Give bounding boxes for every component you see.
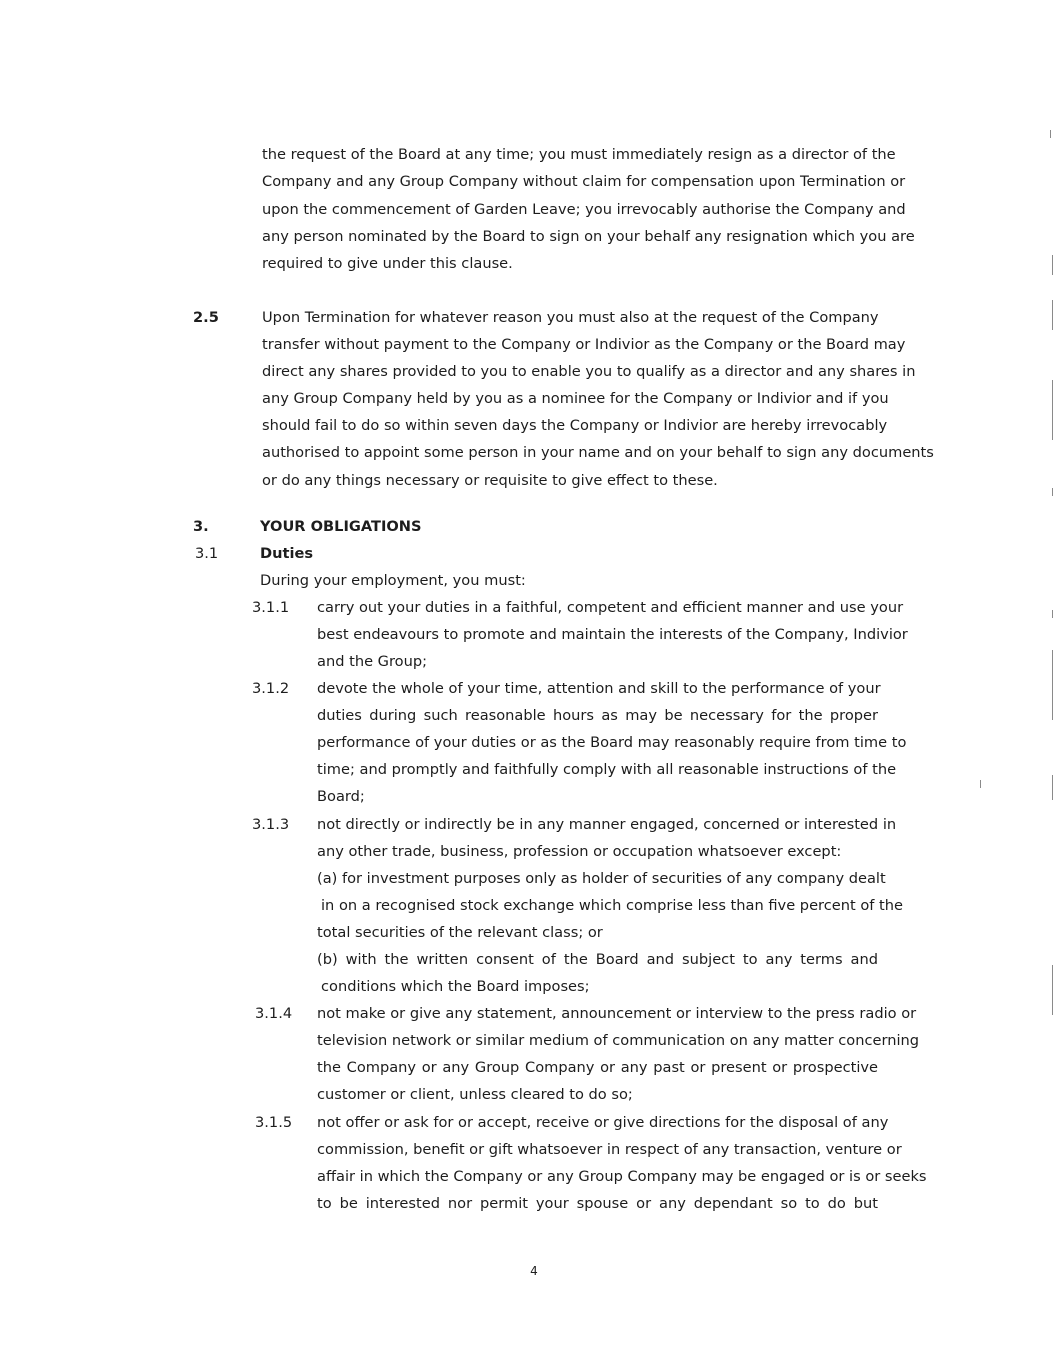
paragraph-line: affair in which the Company or any Group Company may be engaged or is or seeks <box>317 1168 927 1185</box>
paragraph-line: not directly or indirectly be in any manner engaged, concerned or interested in <box>317 816 897 833</box>
scan-artifact <box>1052 300 1053 330</box>
paragraph-line: to be interested nor permit your spouse or any dependant so to do but <box>317 1195 878 1212</box>
paragraph-line: transfer without payment to the Company or Indivior as the Company or the Board may <box>262 336 906 353</box>
paragraph-line: the Company or any Group Company or any past or present or prospective <box>317 1059 878 1076</box>
paragraph-line: any person nominated by the Board to sign on your behalf any resignation which you are <box>262 228 915 245</box>
scan-artifact <box>1052 650 1053 720</box>
paragraph-line: authorised to appoint some person in your name and on your behalf to sign any documents <box>262 444 934 461</box>
paragraph-line: not offer or ask for or accept, receive or give directions for the disposal of any <box>317 1114 889 1131</box>
scan-artifact <box>1052 255 1053 275</box>
paragraph-line: total securities of the relevant class; or <box>317 924 603 941</box>
section-heading: YOUR OBLIGATIONS <box>260 518 422 535</box>
paragraph-line: any other trade, business, profession or occupation whatsoever except: <box>317 843 842 860</box>
paragraph-line: devote the whole of your time, attention and skill to the performance of your <box>317 680 881 697</box>
subsection-number: 3.1 <box>195 545 219 562</box>
scan-artifact <box>1052 488 1053 496</box>
paragraph-line: time; and promptly and faithfully comply with all reasonable instructions of the <box>317 761 897 778</box>
page-number: 4 <box>530 1264 538 1278</box>
clause-number: 3.1.1 <box>252 599 290 616</box>
paragraph-line: not make or give any statement, announcement or interview to the press radio or <box>317 1005 917 1022</box>
section-number: 3. <box>193 518 209 535</box>
paragraph-line: Upon Termination for whatever reason you must also at the request of the Company <box>262 309 879 326</box>
paragraph-line: in on a recognised stock exchange which comprise less than five percent of the <box>321 897 903 914</box>
paragraph-line: duties during such reasonable hours as may be necessary for the proper <box>317 707 878 724</box>
scan-artifact <box>1052 965 1053 1015</box>
paragraph-line: carry out your duties in a faithful, competent and efficient manner and use your <box>317 599 904 616</box>
paragraph-line: any Group Company held by you as a nominee for the Company or Indivior and if you <box>262 390 889 407</box>
paragraph-line: Company and any Group Company without claim for compensation upon Termination or <box>262 173 906 190</box>
paragraph-line: television network or similar medium of communication on any matter concerning <box>317 1032 920 1049</box>
paragraph-line: or do any things necessary or requisite to give effect to these. <box>262 472 718 489</box>
clause-number: 3.1.2 <box>252 680 290 697</box>
clause-number: 3.1.3 <box>252 816 290 833</box>
intro-line: During your employment, you must: <box>260 572 526 589</box>
paragraph-line: and the Group; <box>317 653 428 670</box>
subsection-heading: Duties <box>260 545 314 562</box>
paragraph-line: required to give under this clause. <box>262 255 513 272</box>
paragraph-line: performance of your duties or as the Board may reasonably require from time to <box>317 734 907 751</box>
paragraph-line: should fail to do so within seven days the Company or Indivior are hereby irrevocably <box>262 417 888 434</box>
clause-number: 2.5 <box>193 309 219 326</box>
scan-artifact <box>1052 380 1053 440</box>
paragraph-line: (a) for investment purposes only as holder of securities of any company dealt <box>317 870 886 887</box>
paragraph-line: customer or client, unless cleared to do so; <box>317 1086 633 1103</box>
scan-artifact <box>980 780 981 788</box>
clause-number: 3.1.4 <box>255 1005 293 1022</box>
paragraph-line: conditions which the Board imposes; <box>321 978 590 995</box>
paragraph-line: Board; <box>317 788 365 805</box>
paragraph-line: (b) with the written consent of the Board and subject to any terms and <box>317 951 878 968</box>
paragraph-line: best endeavours to promote and maintain the interests of the Company, Indivior <box>317 626 908 643</box>
scan-artifact <box>1052 775 1053 800</box>
paragraph-line: commission, benefit or gift whatsoever in respect of any transaction, venture or <box>317 1141 902 1158</box>
paragraph-line: direct any shares provided to you to enable you to qualify as a director and any shares in <box>262 363 916 380</box>
scan-artifact <box>1052 610 1053 618</box>
paragraph-line: the request of the Board at any time; you must immediately resign as a director of the <box>262 146 896 163</box>
scan-artifact <box>1050 130 1051 138</box>
clause-number: 3.1.5 <box>255 1114 293 1131</box>
paragraph-line: upon the commencement of Garden Leave; you irrevocably authorise the Company and <box>262 201 906 218</box>
